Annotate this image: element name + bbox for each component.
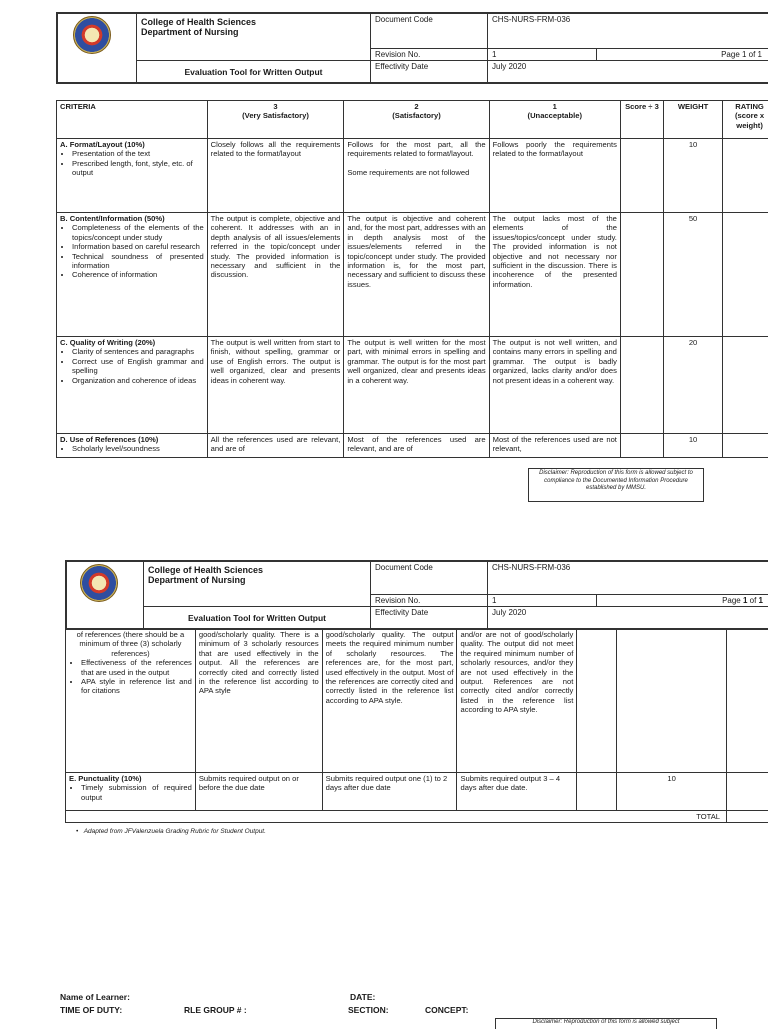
- section-label: SECTION:: [348, 1005, 389, 1015]
- row-punctuality: [66, 773, 768, 811]
- criterion-item: • Prescribed length, font, style, etc. of output: [72, 159, 204, 178]
- rating-cell[interactable]: [723, 139, 768, 213]
- bullet-icon: •: [76, 828, 78, 835]
- page-current: 1: [743, 596, 747, 605]
- score-cell[interactable]: [620, 337, 663, 434]
- criterion-item: • Effectiveness of the references that are used in the output: [81, 658, 192, 677]
- row-format-layout: [57, 139, 768, 213]
- rle-group-label: RLE GROUP # :: [184, 1005, 247, 1015]
- satisfactory-score: 2: [347, 102, 485, 111]
- weight-value: 50: [663, 213, 722, 337]
- criterion-item: • Organization and coherence of ideas: [72, 376, 204, 385]
- column-headers: [57, 101, 768, 139]
- rating-cell[interactable]: [727, 773, 768, 811]
- header-page-1: [56, 12, 768, 84]
- criterion-item: • Correct use of English grammar and spelling: [72, 357, 204, 376]
- row-quality-of-writing: [57, 337, 768, 434]
- page-label: Page: [722, 596, 743, 605]
- page-of: of: [747, 596, 758, 605]
- disclaimer-text: Disclaimer: Reproduction of this form is allowed subject to compliance to the Documented Information Procedure established by MMSU.: [539, 470, 693, 491]
- row-use-of-references-continued: [66, 629, 768, 773]
- descriptor-1: The output lacks most of the elements of the issues/topics/concept under study. The provided information is not objective and not necessary nor sufficient in the discussion. There is incoherence of the presented information.: [489, 213, 620, 337]
- descriptor-3: good/scholarly quality. There is a minimum of 3 scholarly resources that are used effectively in the output. All the references are correctly cited and correctly listed in the reference list according to APA style: [195, 629, 322, 773]
- criterion-item: • Coherence of information: [72, 270, 204, 279]
- weight-value: 10: [663, 434, 722, 458]
- total-label: TOTAL: [66, 811, 727, 823]
- doc-code: CHS-NURS-FRM-036: [488, 14, 768, 49]
- weight-header: WEIGHT: [663, 101, 722, 139]
- college-seal-logo: [80, 564, 118, 602]
- weight-value: 20: [663, 337, 722, 434]
- rating-cell[interactable]: [723, 213, 768, 337]
- effectivity-label: Effectivity Date: [371, 607, 488, 629]
- revision-label: Revision No.: [371, 595, 488, 607]
- page-total: 1: [759, 596, 763, 605]
- very-satisfactory-score: 3: [211, 102, 341, 111]
- disclaimer-box: [528, 468, 704, 502]
- score-cell[interactable]: [620, 139, 663, 213]
- criterion-item: • Presentation of the text: [72, 149, 204, 158]
- unacceptable-score: 1: [493, 102, 617, 111]
- descriptor-2: Submits required output one (1) to 2 days after due date: [322, 773, 457, 811]
- time-of-duty-label: TIME OF DUTY:: [60, 1005, 122, 1015]
- descriptor-1: and/or are not of good/scholarly quality. The output did not meet the required minimum number of scholarly resources, and/or they are not used effectively in the output. References are not correctly cited and/or correctly listed in the reference list according to APA style.: [457, 629, 577, 773]
- descriptor-2: The output is well written for the most part, with minimal errors in spelling and grammar. The output is for the most part well organized, clear and presents ideas in a coherent way.: [344, 337, 489, 434]
- score-cell[interactable]: [577, 773, 617, 811]
- college-seal-logo: [73, 16, 111, 54]
- very-satisfactory-label: (Very Satisfactory): [211, 111, 341, 120]
- criterion-item: • APA style in reference list and for citations: [81, 677, 192, 696]
- rating-header: RATING (score x weight): [723, 101, 768, 139]
- criterion-item: • Timely submission of required output: [81, 783, 192, 802]
- rating-cell[interactable]: [723, 434, 768, 458]
- weight-cell: [617, 629, 727, 773]
- page-number: [597, 595, 768, 607]
- criteria-header: CRITERIA: [57, 101, 208, 139]
- revision-number: 1: [488, 595, 597, 607]
- criterion-item: • Technical soundness of presented information: [72, 252, 204, 271]
- descriptor-3: The output is well written from start to finish, without spelling, grammar or use of English errors. The output is well organized, clear and presents ideas in coherent way.: [207, 337, 344, 434]
- descriptor-3: The output is complete, objective and coherent. It addresses with an in depth analysis of all issues/elements referred in the topic/concept under study. The provided information is necessary and sufficient in the discussion.: [207, 213, 344, 337]
- form-title: Evaluation Tool for Written Output: [137, 61, 371, 83]
- total-value-cell[interactable]: [727, 811, 768, 823]
- criterion-item: • Scholarly level/soundness: [72, 444, 204, 453]
- department-name: Department of Nursing: [148, 575, 366, 585]
- criterion-title: B. Content/Information (50%): [60, 214, 204, 223]
- descriptor-2: Follows for the most part, all the requirements related to format/layout.: [347, 140, 485, 159]
- criterion-title: D. Use of References (10%): [60, 435, 204, 444]
- criterion-title: A. Format/Layout (10%): [60, 140, 204, 149]
- weight-value: 10: [663, 139, 722, 213]
- effectivity-label: Effectivity Date: [371, 61, 488, 83]
- college-name: College of Health Sciences: [148, 565, 366, 575]
- revision-number: 1: [488, 49, 597, 61]
- disclaimer-text: Disclaimer: Reproduction of this form is allowed subject: [532, 1019, 679, 1025]
- score-cell[interactable]: [577, 629, 617, 773]
- concept-label: CONCEPT:: [425, 1005, 468, 1015]
- header-page-2: [65, 560, 768, 630]
- doc-code: CHS-NURS-FRM-036: [488, 562, 768, 595]
- descriptor-2: The output is objective and coherent and, for the most part, addresses with an in depth analysis most of the issues/elements referred in the topic/concept under study. The provided information is, for the most part, necessary and sufficient to discuss these issues.: [344, 213, 489, 337]
- criterion-item: • Clarity of sentences and paragraphs: [72, 347, 204, 356]
- descriptor-1: Follows poorly the requirements related to the format/layout: [489, 139, 620, 213]
- descriptor-3: All the references used are relevant, and are of: [207, 434, 344, 458]
- name-of-learner-label: Name of Learner:: [60, 992, 130, 1002]
- descriptor-2: Most of the references used are relevant, and are of: [344, 434, 489, 458]
- revision-label: Revision No.: [371, 49, 488, 61]
- criterion-item: • Completeness of the elements of the topics/concept under study: [72, 223, 204, 242]
- satisfactory-label: (Satisfactory): [347, 111, 485, 120]
- rating-cell[interactable]: [723, 337, 768, 434]
- criterion-title: E. Punctuality (10%): [69, 774, 192, 783]
- date-label: DATE:: [350, 992, 375, 1002]
- score-header: Score ÷ 3: [620, 101, 663, 139]
- form-title: Evaluation Tool for Written Output: [144, 607, 371, 629]
- descriptor-3: Submits required output on or before the due date: [195, 773, 322, 811]
- score-cell[interactable]: [620, 434, 663, 458]
- row-use-of-references: [57, 434, 768, 458]
- effectivity-date: July 2020: [488, 607, 768, 629]
- effectivity-date: July 2020: [488, 61, 768, 83]
- descriptor-2: good/scholarly quality. The output meets the required minimum number of scholarly resources. The references are, for the most part, used effectively in the output. Most of the references are correctly cited and correctly listed in the reference list according to APA style.: [322, 629, 457, 773]
- row-content-information: [57, 213, 768, 337]
- criterion-title: C. Quality of Writing (20%): [60, 338, 204, 347]
- descriptor-1: Submits required output 3 – 4 days after due date.: [457, 773, 577, 811]
- college-name: College of Health Sciences: [141, 17, 366, 27]
- descriptor-1: Most of the references used are not relevant,: [489, 434, 620, 458]
- score-cell[interactable]: [620, 213, 663, 337]
- page-number: Page 1 of 1: [597, 49, 768, 61]
- descriptor-1: The output is not well written, and contains many errors in spelling and grammar. The output is badly organized, lacks clarity and/or does not present ideas in a coherent way.: [489, 337, 620, 434]
- doc-code-label: Document Code: [371, 562, 488, 595]
- criterion-continued-text: of references (there should be a minimum of three (3) scholarly references): [69, 630, 192, 658]
- adapted-note: [76, 828, 266, 835]
- rubric-table-page-1: [56, 100, 768, 458]
- department-name: Department of Nursing: [141, 27, 366, 37]
- row-total: [66, 811, 768, 823]
- weight-value: 10: [617, 773, 727, 811]
- rating-cell[interactable]: [727, 629, 768, 773]
- unacceptable-label: (Unacceptable): [493, 111, 617, 120]
- doc-code-label: Document Code: [371, 14, 488, 49]
- criterion-item: • Information based on careful research: [72, 242, 204, 251]
- rubric-table-page-2: [65, 628, 768, 823]
- descriptor-2-note: Some requirements are not followed: [347, 168, 485, 177]
- adapted-text: Adapted from JFValenzuela Grading Rubric for Student Output.: [84, 828, 266, 835]
- descriptor-3: Closely follows all the requirements related to the format/layout: [207, 139, 344, 213]
